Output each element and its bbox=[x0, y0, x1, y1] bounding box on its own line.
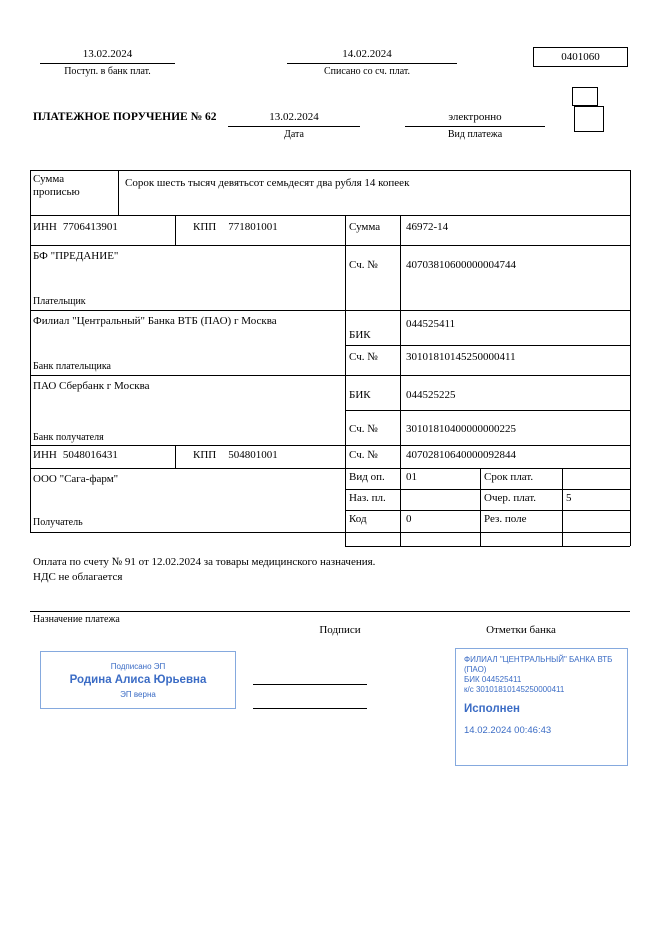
signature-line-2 bbox=[253, 708, 367, 709]
debited-date-line bbox=[287, 63, 457, 64]
payee-kpp-value: 504801001 bbox=[228, 449, 278, 461]
grid-line bbox=[175, 215, 176, 245]
document-date-label: Дата bbox=[284, 129, 304, 140]
payer-account-label: Сч. № bbox=[349, 259, 378, 271]
grid-line bbox=[562, 468, 563, 546]
payer-label: Плательщик bbox=[33, 296, 86, 307]
e-signature-stamp-line3: ЭП верна bbox=[120, 689, 156, 699]
payer-bank-account-label: Сч. № bbox=[349, 351, 378, 363]
debited-date: 14.02.2024 bbox=[342, 48, 392, 60]
bank-stamp-status: Исполнен bbox=[464, 703, 520, 715]
bank-stamp-bik: БИК 044525411 bbox=[464, 675, 522, 684]
ocher-plat-label: Очер. плат. bbox=[484, 492, 537, 504]
debited-date-label: Списано со сч. плат. bbox=[323, 66, 411, 77]
payer-inn-value: 7706413901 bbox=[62, 221, 118, 233]
ocher-plat-value: 5 bbox=[566, 492, 572, 504]
purpose-line bbox=[30, 611, 630, 612]
payment-kind: электронно bbox=[448, 111, 502, 123]
vid-op-label: Вид оп. bbox=[349, 471, 385, 483]
purpose-line2: НДС не облагается bbox=[33, 571, 123, 583]
payer-bank-account: 30101810145250000411 bbox=[406, 351, 516, 363]
payment-kind-label: Вид платежа bbox=[447, 129, 503, 140]
grid-line bbox=[345, 345, 630, 346]
grid-line bbox=[345, 510, 630, 511]
payee-bank-bik-label: БИК bbox=[349, 389, 371, 401]
grid-line bbox=[30, 170, 31, 532]
payer-name: БФ "ПРЕДАНИЕ" bbox=[33, 250, 119, 262]
payer-kpp bbox=[193, 221, 278, 234]
payee-bank-label: Банк получателя bbox=[33, 432, 104, 443]
payer-kpp-value: 771801001 bbox=[228, 221, 278, 233]
payee-bank-account-label: Сч. № bbox=[349, 423, 378, 435]
payer-bank-label: Банк плательщика bbox=[33, 361, 111, 372]
grid-line bbox=[400, 215, 401, 546]
grid-line bbox=[30, 215, 630, 216]
grid-line bbox=[345, 546, 630, 547]
received-date-line bbox=[40, 63, 175, 64]
grid-line bbox=[30, 310, 630, 311]
status-box bbox=[574, 106, 604, 132]
grid-line bbox=[345, 489, 630, 490]
grid-line bbox=[345, 410, 630, 411]
kod-value: 0 bbox=[406, 513, 412, 525]
payer-bank-bik: 044525411 bbox=[406, 318, 456, 330]
payer-kpp-label: КПП bbox=[193, 221, 217, 233]
sum-value: 46972-14 bbox=[406, 221, 449, 233]
naz-pl-label: Наз. пл. bbox=[349, 492, 386, 504]
payee-inn-value: 5048016431 bbox=[62, 449, 118, 461]
received-date: 13.02.2024 bbox=[82, 48, 133, 60]
bank-stamp-branch: ФИЛИАЛ "ЦЕНТРАЛЬНЫЙ" БАНКА ВТБ (ПАО) bbox=[464, 655, 613, 674]
payee-label: Получатель bbox=[33, 517, 83, 528]
document-date: 13.02.2024 bbox=[269, 111, 319, 123]
payee-bank-account: 30101810400000000225 bbox=[406, 423, 516, 435]
payee-account: 40702810640000092844 bbox=[406, 449, 516, 461]
purpose-line1: Оплата по счету № 91 от 12.02.2024 за товары медицинского назначения. bbox=[33, 556, 376, 568]
grid-line bbox=[30, 445, 630, 446]
purpose-label: Назначение платежа bbox=[33, 614, 120, 625]
grid-line bbox=[30, 170, 630, 171]
grid-line bbox=[480, 468, 481, 546]
payee-bank-bik: 044525225 bbox=[406, 389, 456, 401]
grid-line bbox=[118, 170, 119, 215]
rez-pole-label: Рез. поле bbox=[484, 513, 527, 525]
grid-line bbox=[30, 532, 630, 533]
payee-name: ООО "Сага-фарм" bbox=[33, 473, 119, 485]
payment-kind-line bbox=[405, 126, 545, 127]
payer-account: 40703810600000004744 bbox=[406, 259, 516, 271]
amount-words-label: Сумма прописью bbox=[33, 173, 80, 198]
grid-line bbox=[30, 468, 630, 469]
vid-op-value: 01 bbox=[406, 471, 417, 483]
signature-line-1 bbox=[253, 684, 367, 685]
srok-plat-label: Срок плат. bbox=[484, 471, 534, 483]
payer-bank-name: Филиал "Центральный" Банка ВТБ (ПАО) г Москва bbox=[33, 315, 277, 327]
document-title: ПЛАТЕЖНОЕ ПОРУЧЕНИЕ № 62 bbox=[33, 111, 217, 123]
payer-inn-label: ИНН bbox=[33, 221, 57, 233]
received-date-label: Поступ. в банк плат. bbox=[64, 66, 151, 77]
bank-execution-stamp bbox=[455, 648, 628, 766]
payee-inn bbox=[33, 449, 118, 462]
bank-stamp-corr: к/с 30101810145250000411 bbox=[464, 685, 565, 694]
payer-inn bbox=[33, 221, 118, 234]
form-code-box: 0401060 bbox=[533, 47, 628, 67]
signatures-label: Подписи bbox=[319, 624, 361, 636]
bank-marks-label: Отметки банка bbox=[486, 624, 556, 636]
grid-line bbox=[30, 245, 630, 246]
payee-inn-label: ИНН bbox=[33, 449, 57, 461]
e-signature-stamp-line1: Подписано ЭП bbox=[110, 661, 166, 671]
e-signature-stamp-name: Родина Алиса Юрьевна bbox=[69, 673, 207, 686]
document-date-line bbox=[228, 126, 360, 127]
e-signature-stamp bbox=[40, 651, 236, 709]
payee-bank-name: ПАО Сбербанк г Москва bbox=[33, 380, 150, 392]
grid-line bbox=[630, 170, 631, 546]
payee-account-label: Сч. № bbox=[349, 449, 378, 461]
status-box-small bbox=[572, 87, 598, 106]
payer-bank-bik-label: БИК bbox=[349, 329, 371, 341]
payee-kpp-label: КПП bbox=[193, 449, 217, 461]
bank-stamp-datetime: 14.02.2024 00:46:43 bbox=[464, 725, 552, 736]
amount-words-value: Сорок шесть тысяч девятьсот семьдесят два рубля 14 копеек bbox=[125, 177, 410, 189]
sum-label: Сумма bbox=[349, 221, 381, 233]
payee-kpp bbox=[193, 449, 278, 462]
grid-line bbox=[345, 215, 346, 546]
grid-line bbox=[30, 375, 630, 376]
kod-label: Код bbox=[349, 513, 367, 525]
grid-line bbox=[175, 445, 176, 468]
